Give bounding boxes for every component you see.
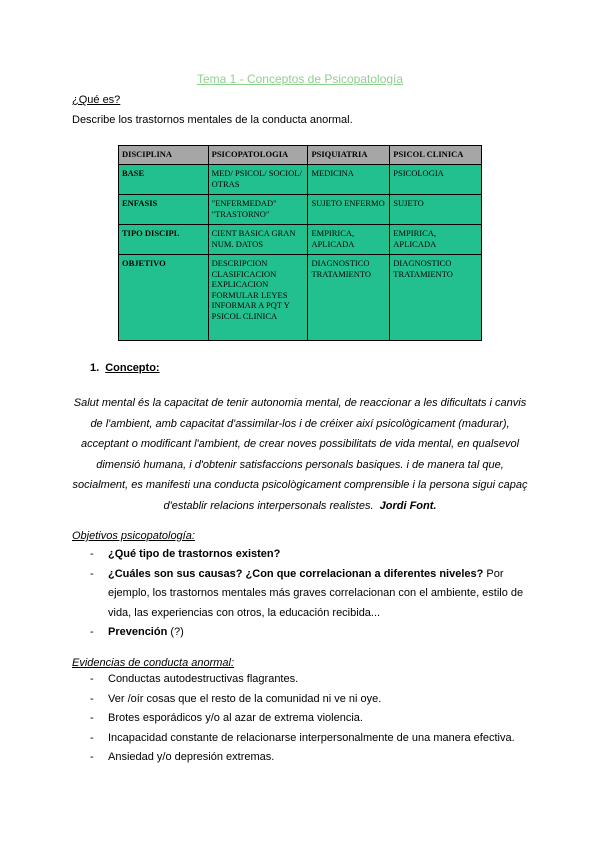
- list-item: - Incapacidad constante de relacionarse interpersonalmente de una manera efectiva.: [90, 729, 530, 749]
- table-row: [119, 165, 482, 195]
- bullet-dash: -: [90, 692, 94, 705]
- row-label: TIPO DISCIPL: [119, 225, 209, 255]
- table-cell: MEDICINA: [308, 165, 390, 195]
- row-label: OBJETIVO: [119, 255, 209, 341]
- table-cell: DESCRIPCION CLASIFICACION EXPLICACION FORMULAR LEYES INFORMAR A PQT Y PSICOL CLINICA: [208, 255, 308, 341]
- description-text: Describe los trastornos mentales de la conducta anormal.: [72, 114, 353, 126]
- table-cell: EMPIRICA, APLICADA: [308, 225, 390, 255]
- page-title: Tema 1 - Conceptos de Psicopatología: [196, 72, 404, 86]
- table-row: [119, 195, 482, 225]
- list-item: - ¿Qué tipo de trastornos existen?: [90, 545, 530, 565]
- bullet-dash: -: [90, 673, 94, 685]
- section-heading: [90, 362, 160, 374]
- evidence-heading: Evidencias de conducta anormal:: [72, 657, 235, 669]
- quote-text: Salut mental és la capacitat de tenir autonomia mental, de reaccionar a les dificultats i canvis de l'ambient, amb capacitat d'assimilar-los i de créixer així psicològicament (madurar), acceptant o modificant l'ambient, de crear noves possibilitats de vida mental, en qualsevol dimensió humana, i d'obtenir satisfaccions personals basiques. i de manera tal que, socialment, es manifesti una conducta psicològicament comprensible i la persona sigui capaç d'establir relacions interpersonals realistes.: [72, 397, 528, 512]
- list-item: - ¿Cuáles son sus causas? ¿Con que correlacionan a diferentes niveles? Por ejemplo, los trastornos mentales más graves correlacionan con el ambiente, estilo de vida, las experiencias con otros, la educación recibida...: [90, 565, 530, 624]
- bullet-dash: -: [90, 567, 94, 580]
- bullet-dash: -: [90, 712, 94, 724]
- section-question: ¿Qué es?: [72, 94, 121, 106]
- list-item: - Ansiedad y/o depresión extremas.: [90, 748, 530, 768]
- row-label: BASE: [119, 165, 209, 195]
- table-cell: SUJETO: [390, 195, 482, 225]
- list-item: - Prevención (?): [90, 623, 530, 643]
- list-item: - Ver /oír cosas que el resto de la comunidad ni ve ni oye.: [90, 690, 530, 710]
- table-cell: SUJETO ENFERMO: [308, 195, 390, 225]
- definition-quote: [72, 393, 528, 516]
- table-row: [119, 225, 482, 255]
- bullet-dash: -: [90, 751, 94, 763]
- table-cell: EMPIRICA, APLICADA: [390, 225, 482, 255]
- quote-author: Jordi Font.: [379, 499, 437, 512]
- table-cell: "ENFERMEDAD" "TRASTORNO": [208, 195, 308, 225]
- table-header-cell: PSICOPATOLOGIA: [208, 146, 308, 165]
- list-item: - Conductas autodestructivas flagrantes.: [90, 670, 530, 690]
- table-header-row: [119, 146, 482, 165]
- table-header-cell: DISCIPLINA: [119, 146, 209, 165]
- table-cell: MED/ PSICOL/ SOCIOL/ OTRAS: [208, 165, 308, 195]
- row-label: ENFASIS: [119, 195, 209, 225]
- bullet-dash: -: [90, 626, 94, 638]
- section-title: Concepto:: [105, 362, 160, 374]
- table-cell: CIENT BASICA GRAN NUM. DATOS: [208, 225, 308, 255]
- bullet-dash: -: [90, 548, 94, 560]
- table-row: [119, 255, 482, 341]
- table-header-cell: PSIQUIATRIA: [308, 146, 390, 165]
- discipline-table: [118, 145, 482, 341]
- list-item: - Brotes esporádicos y/o al azar de extrema violencia.: [90, 709, 530, 729]
- section-number: 1.: [90, 362, 100, 374]
- table-cell: PSICOLOGIA: [390, 165, 482, 195]
- table-header-cell: PSICOL CLINICA: [390, 146, 482, 165]
- objectives-list: [90, 545, 530, 643]
- table-cell: DIAGNOSTICO TRATAMIENTO: [390, 255, 482, 341]
- evidence-list: [90, 670, 530, 768]
- table-cell: DIAGNOSTICO TRATAMIENTO: [308, 255, 390, 341]
- objectives-heading: Objetivos psicopatología:: [72, 530, 195, 542]
- bullet-dash: -: [90, 731, 94, 744]
